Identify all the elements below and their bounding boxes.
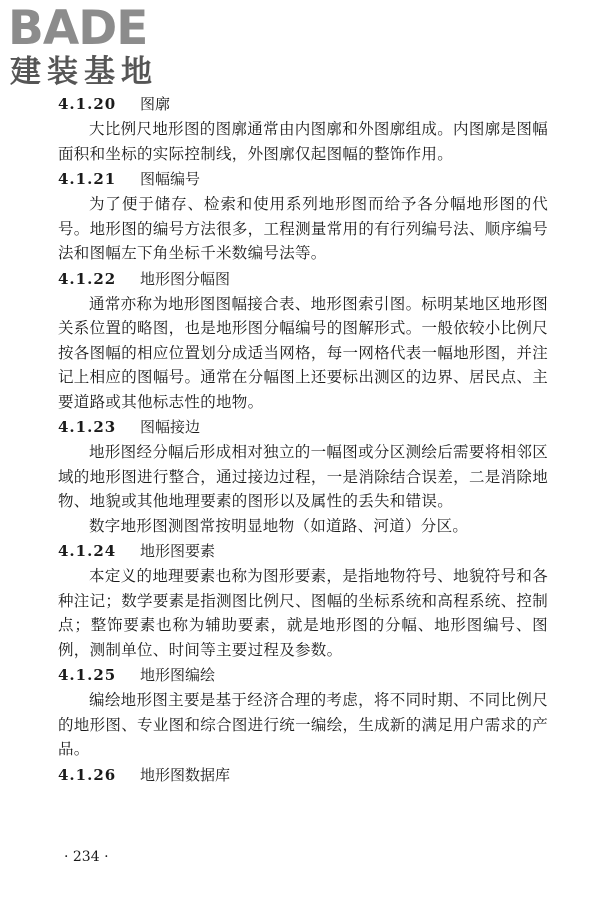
section-paragraph: 编绘地形图主要是基于经济合理的考虑，将不同时期、不同比例尺的地形图、专业图和综合图进行统一编绘，生成新的满足用户需求的产品。 <box>58 691 548 758</box>
section-number: 4.1.26 <box>58 765 117 784</box>
section-title: 地形图要素 <box>140 542 216 560</box>
section-heading-4-1-26 <box>58 762 548 788</box>
section-title: 地形图编绘 <box>140 666 216 684</box>
section-number: 4.1.20 <box>58 95 117 113</box>
section-number: 4.1.22 <box>58 269 117 288</box>
section-paragraph: 通常亦称为地形图图幅接合表、地形图索引图。标明某地区地形图关系位置的略图，也是地形图分幅编号的图解形式。一般依较小比例尺按各图幅的相应位置划分成适当网格，每一网格代表一幅地形图，并注记上相应的图幅号。通常在分幅图上还要标出测区的边界、居民点、主要道路或其他标志性的地物。 <box>58 294 548 411</box>
section-number: 4.1.21 <box>58 170 117 188</box>
section-heading-4-1-25 <box>58 662 548 688</box>
section-number: 4.1.23 <box>58 418 117 436</box>
section-heading-4-1-20 <box>58 91 548 117</box>
logo-brand: BADE <box>8 1 148 56</box>
section-title: 图廓 <box>140 95 171 113</box>
section-heading-4-1-24 <box>58 538 548 564</box>
section-heading-4-1-21 <box>58 166 548 192</box>
section-paragraph: 地形图经分幅后形成相对独立的一幅图或分区测绘后需要将相邻区域的地形图进行整合，通过接边过程，一是消除结合误差，二是消除地物、地貌或其他地理要素的图形以及属性的丢失和错误。 <box>58 443 548 510</box>
section-paragraph: 为了便于储存、检索和使用系列地形图而给予各分幅地形图的代号。地形图的编号方法很多，工程测量常用的有行列编号法、顺序编号法和图幅左下角坐标千米数编号法等。 <box>58 195 548 262</box>
section-title: 图幅编号 <box>140 170 201 188</box>
section-title: 图幅接边 <box>140 418 201 436</box>
section-title: 地形图分幅图 <box>140 269 231 288</box>
bade-logo <box>8 1 176 92</box>
section-heading-4-1-23 <box>58 414 548 440</box>
section-paragraph: 数字地形图测图常按明显地物（如道路、河道）分区。 <box>89 516 469 535</box>
document-body <box>58 91 548 788</box>
section-number: 4.1.24 <box>58 542 117 560</box>
section-number: 4.1.25 <box>58 666 117 684</box>
logo-subtitle: 建装基地 <box>10 54 158 90</box>
section-heading-4-1-22 <box>58 266 548 292</box>
section-title: 地形图数据库 <box>140 765 231 784</box>
page-number: · 234 · <box>64 849 109 865</box>
section-paragraph: 大比例尺地形图的图廓通常由内图廓和外图廓组成。内图廓是图幅面积和坐标的实际控制线，外图廓仅起图幅的整饰作用。 <box>58 120 548 163</box>
section-paragraph: 本定义的地理要素也称为图形要素，是指地物符号、地貌符号和各种注记；数学要素是指测图比例尺、图幅的坐标系统和高程系统、控制点；整饰要素也称为辅助要素，就是地形图的分幅、地形图编号、图例，测制单位、时间等主要过程及参数。 <box>58 567 548 659</box>
